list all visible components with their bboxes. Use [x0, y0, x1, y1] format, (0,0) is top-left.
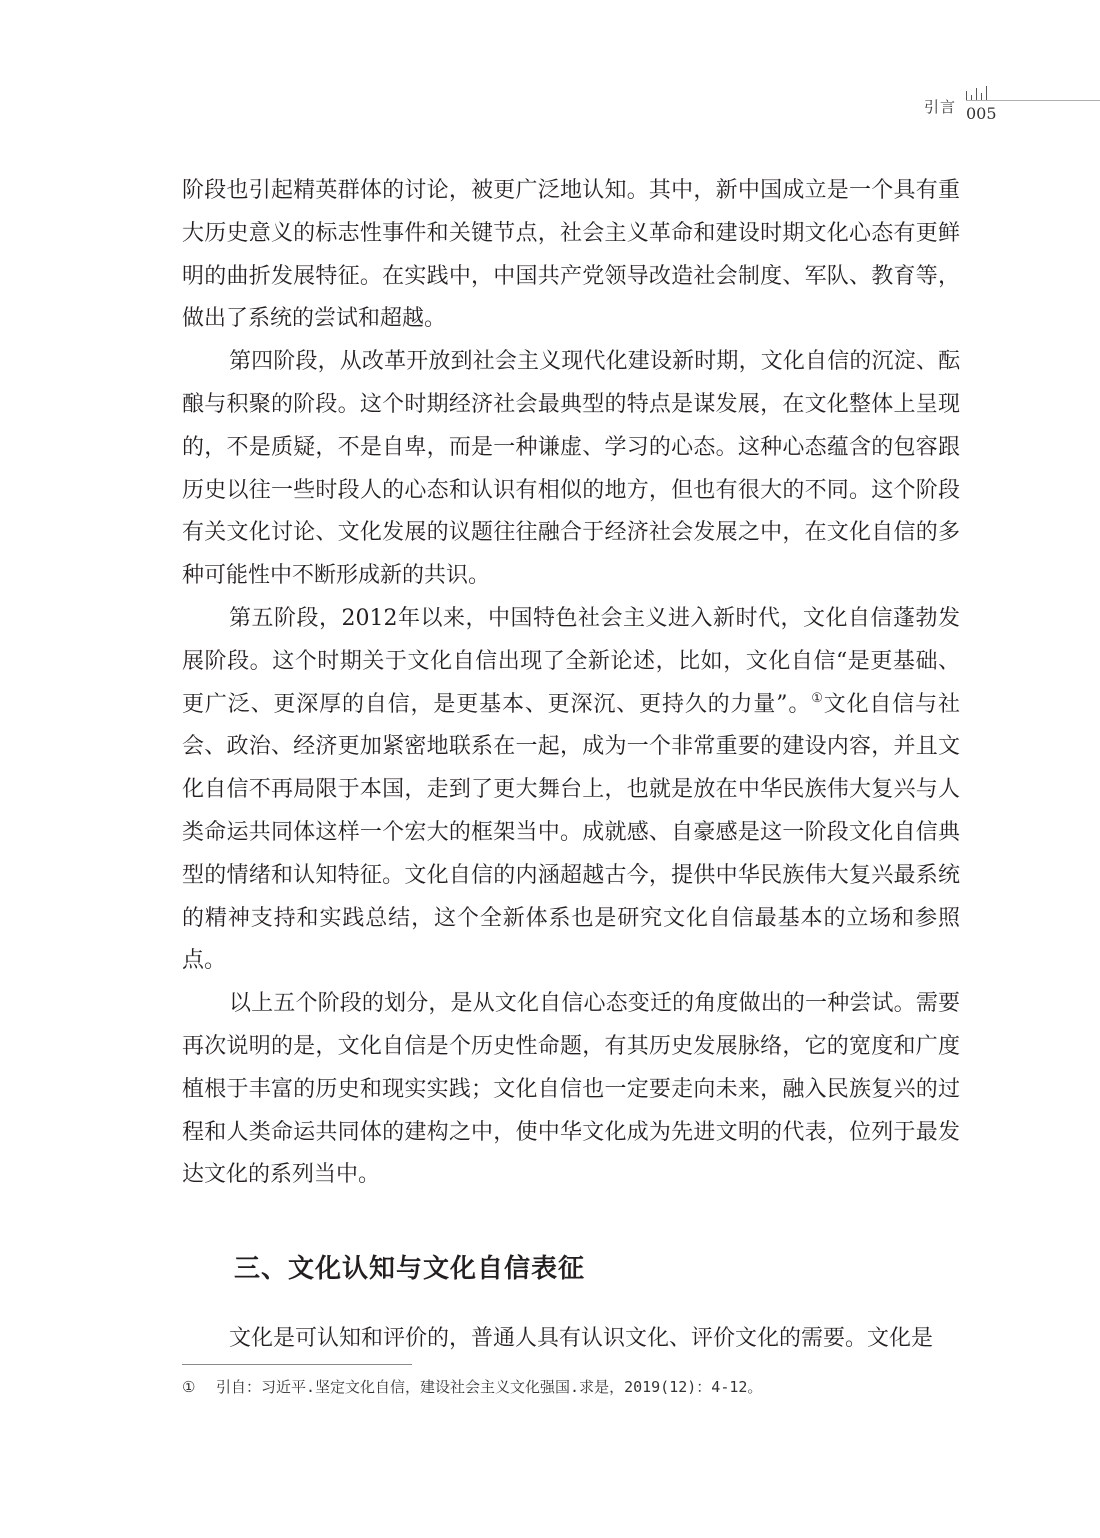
paragraph-summary: 以上五个阶段的划分，是从文化自信心态变迁的角度做出的一种尝试。需要再次说明的是，文化自信是个历史性命题，有其历史发展脉络，它的宽度和广度植根于丰富的历史和现实实践；文化自信也一定要走向未来，融入民族复兴的过程和人类命运共同体的建构之中，使中华文化成为先进文明的代表，位列于最发达文化的系列当中。: [182, 991, 960, 1188]
footnote-text: 引自：习近平.坚定文化自信，建设社会主义文化强国.求是，2019(12)：4-12。: [216, 1378, 763, 1396]
running-header: [0, 0, 1100, 140]
footnote-divider: [182, 1364, 412, 1365]
footnote-reference-mark[interactable]: ①: [811, 690, 824, 706]
footnote-marker: ①: [182, 1378, 196, 1396]
main-text: [182, 170, 960, 1197]
paragraph-continuation: 阶段也引起精英群体的讨论，被更广泛地认知。其中，新中国成立是一个具有重大历史意义的标志性事件和关键节点，社会主义革命和建设时期文化心态有更鲜明的曲折发展特征。在实践中，中国共产党领导改造社会制度、军队、教育等，做出了系统的尝试和超越。: [182, 178, 960, 332]
header-chapter-title: 引言: [924, 98, 957, 116]
section-intro-paragraph: 文化是可认知和评价的，普通人具有认识文化、评价文化的需要。文化是: [229, 1326, 934, 1351]
paragraph-stage-five: [182, 598, 960, 983]
section-heading: 三、文化认知与文化自信表征: [234, 1254, 586, 1284]
header-bar-ornament: [966, 84, 998, 100]
stage-five-text-after-note: 文化自信与社会、政治、经济更加紧密地联系在一起，成为一个非常重要的建设内容，并且文化自信不再局限于本国，走到了更大舞台上，也就是放在中华民族伟大复兴与人类命运共同体这样一个宏大的框架当中。成就感、自豪感是这一阶段文化自信典型的情绪和认知特征。文化自信的内涵超越古今，提供中华民族伟大复兴最系统的精神支持和实践总结，这个全新体系也是研究文化自信最基本的立场和参照点。: [182, 691, 960, 974]
paragraph-stage-four: 第四阶段，从改革开放到社会主义现代化建设新时期，文化自信的沉淀、酝酿与积聚的阶段。这个时期经济社会最典型的特点是谋发展，在文化整体上呈现的，不是质疑，不是自卑，而是一种谦虚、学习的心态。这种心态蕴含的包容跟历史以往一些时段人的心态和认识有相似的地方，但也有很大的不同。这个阶段有关文化讨论、文化发展的议题往往融合于经济社会发展之中，在文化自信的多种可能性中不断形成新的共识。: [182, 349, 960, 589]
stage-five-text-before-note: 第五阶段，2012年以来，中国特色社会主义进入新时代，文化自信蓬勃发展阶段。这个时期关于文化自信出现了全新论述，比如，文化自信“是更基础、更广泛、更深厚的自信，是更基本、更深沉、更持久的力量”。: [182, 605, 960, 717]
section-intro: [182, 1318, 960, 1361]
footnote: [182, 1376, 762, 1397]
page-number: 005: [966, 104, 997, 123]
header-rule: [966, 100, 1100, 101]
